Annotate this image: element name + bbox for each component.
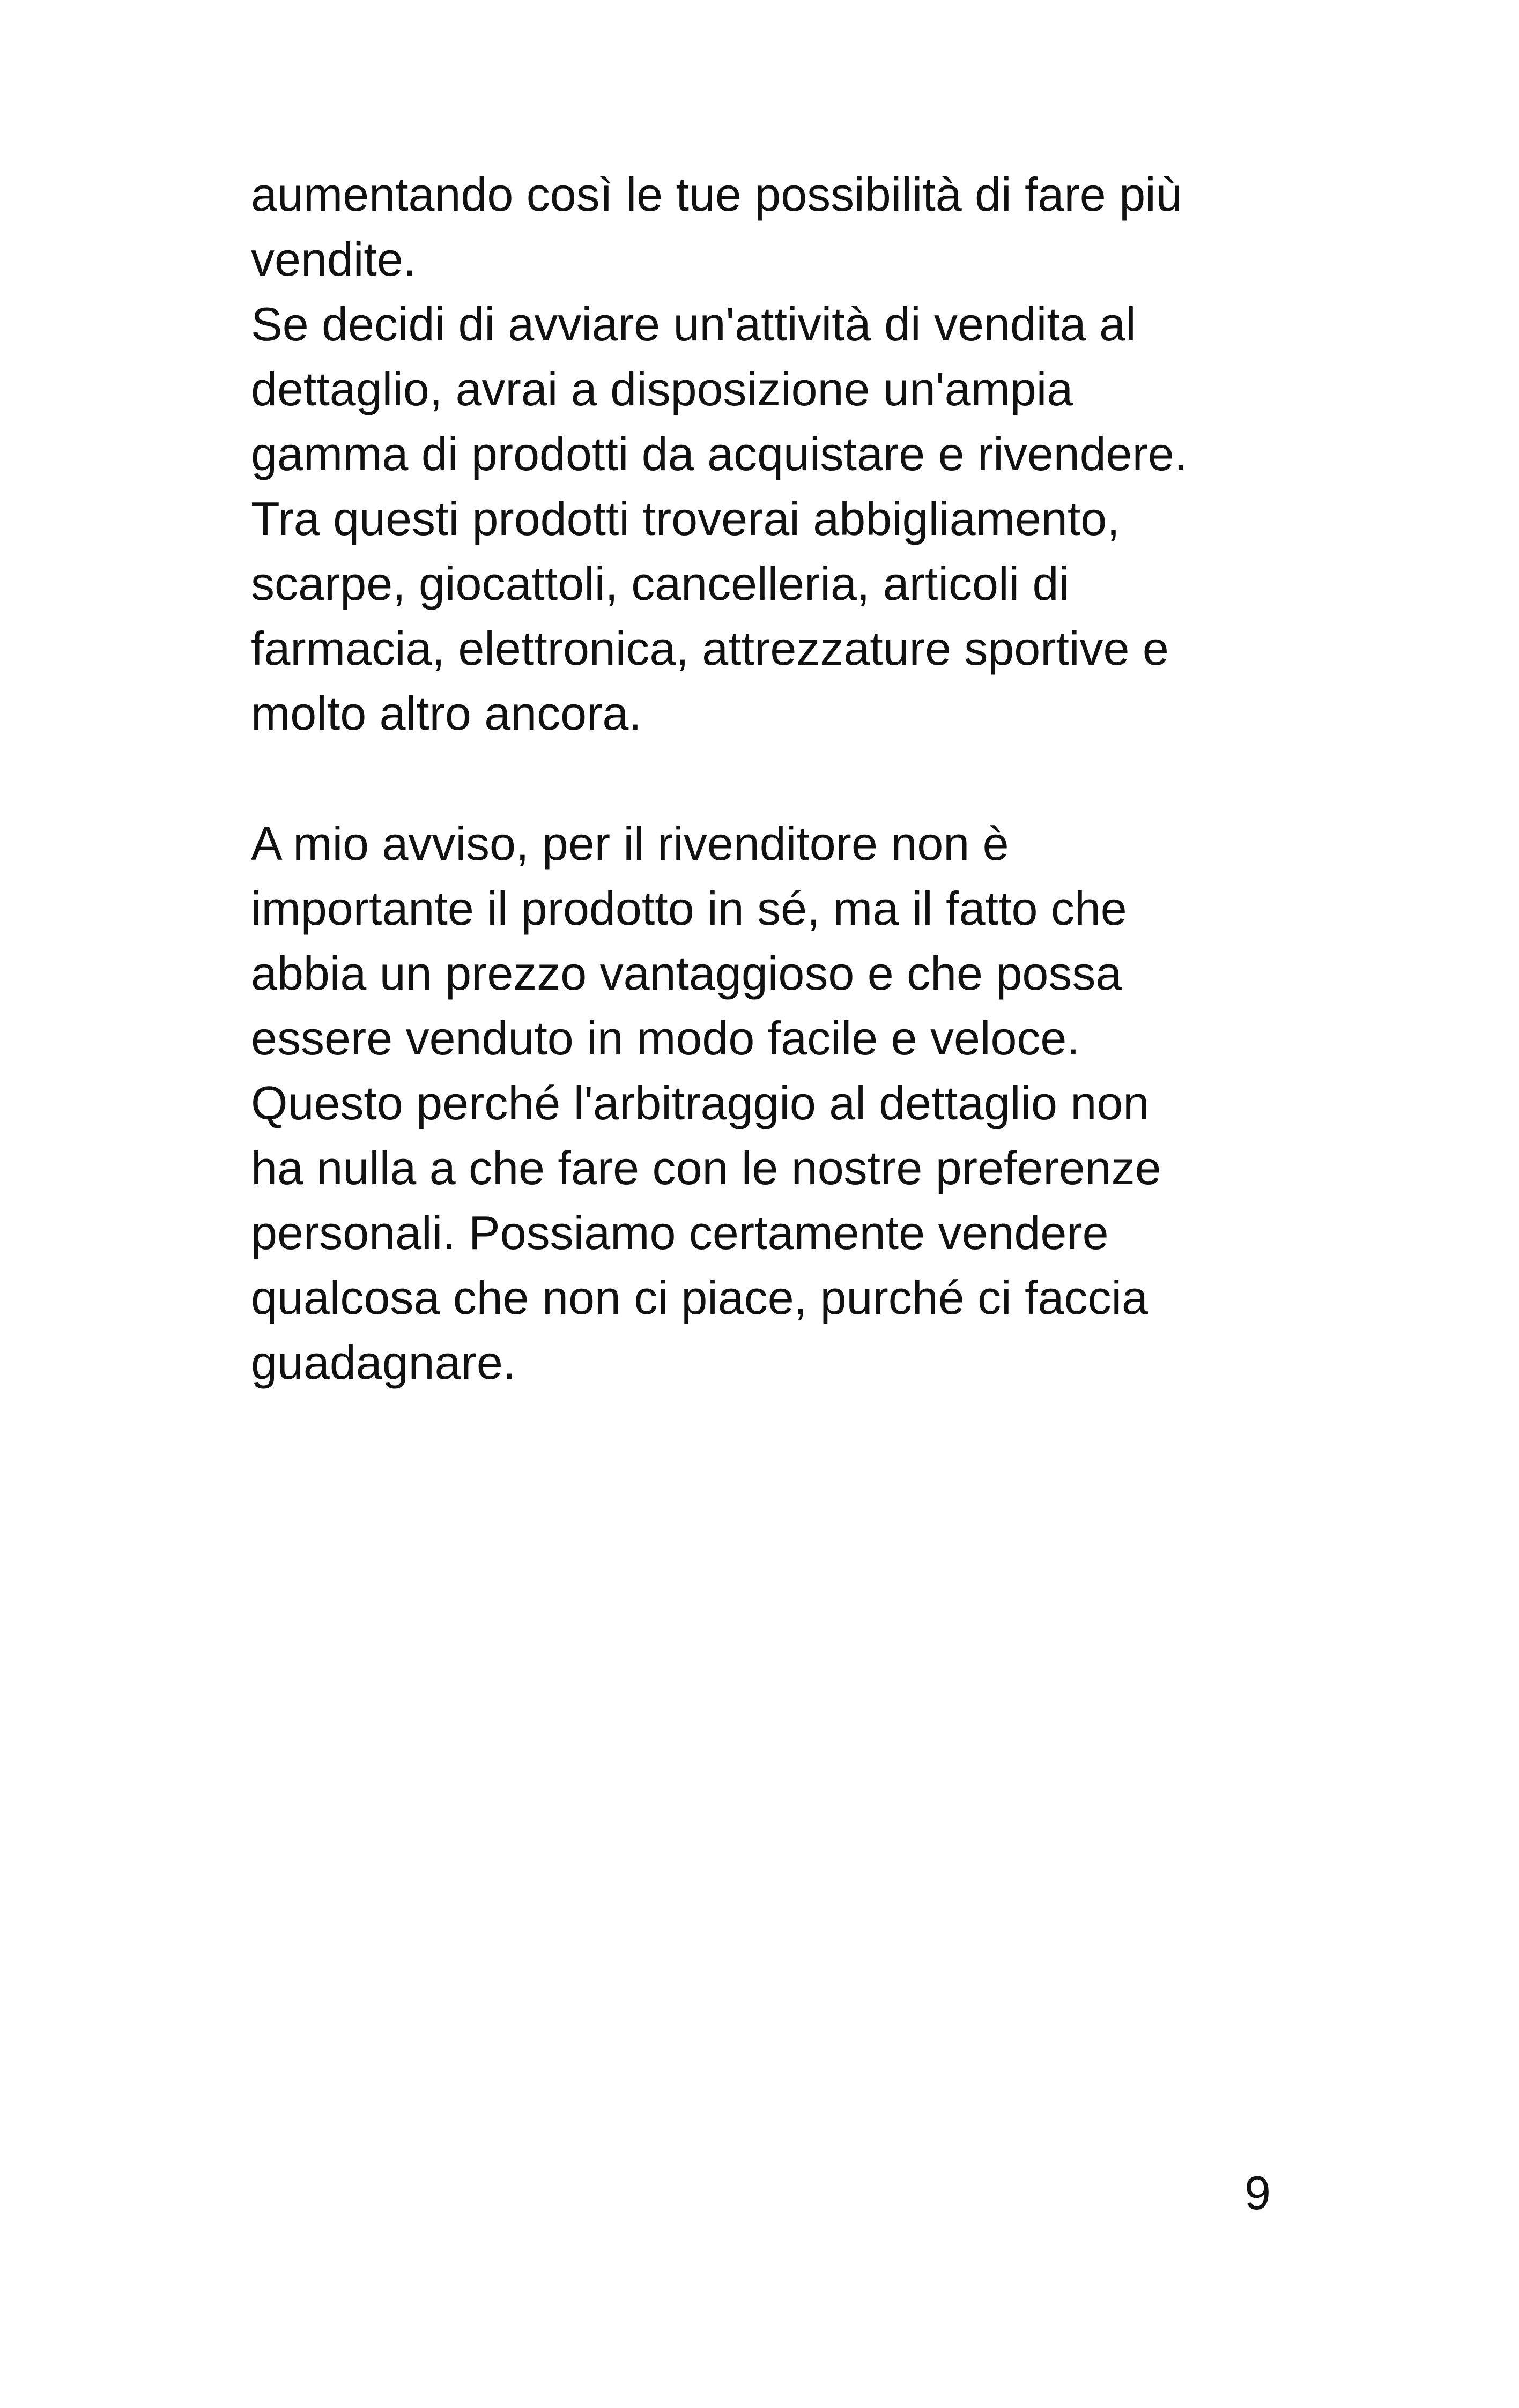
paragraph-1 bbox=[251, 162, 1302, 746]
paragraph-line: essere venduto in modo facile e veloce. bbox=[251, 1012, 1080, 1065]
paragraph-line: qualcosa che non ci piace, purché ci faccia bbox=[251, 1271, 1148, 1324]
paragraph-line: Tra questi prodotti troverai abbigliamento, bbox=[251, 492, 1120, 545]
paragraph-line: guadagnare. bbox=[251, 1336, 516, 1389]
paragraph-line: personali. Possiamo certamente vendere bbox=[251, 1206, 1109, 1259]
paragraph-line: importante il prodotto in sé, ma il fatto che bbox=[251, 882, 1127, 935]
paragraph-line: dettaglio, avrai a disposizione un'ampia bbox=[251, 362, 1073, 415]
paragraph-line: molto altro ancora. bbox=[251, 687, 642, 740]
paragraph-line: aumentando così le tue possibilità di fare più bbox=[251, 168, 1182, 221]
paragraph-line: scarpe, giocattoli, cancelleria, articoli di bbox=[251, 557, 1070, 610]
paragraph-line: ha nulla a che fare con le nostre preferenze bbox=[251, 1141, 1161, 1194]
paragraph-line: Se decidi di avviare un'attività di vendita al bbox=[251, 298, 1136, 351]
page-number: 9 bbox=[1244, 2166, 1271, 2219]
paragraph-line: gamma di prodotti da acquistare e rivendere. bbox=[251, 427, 1188, 480]
paragraph-line: Questo perché l'arbitraggio al dettaglio non bbox=[251, 1076, 1150, 1129]
paragraph-2 bbox=[251, 811, 1302, 1395]
paragraph-line: farmacia, elettronica, attrezzature sportive e bbox=[251, 622, 1169, 675]
paragraph-line: A mio avviso, per il rivenditore non è bbox=[251, 817, 1009, 870]
paragraph-line: abbia un prezzo vantaggioso e che possa bbox=[251, 947, 1122, 1000]
paragraph-line: vendite. bbox=[251, 233, 417, 286]
